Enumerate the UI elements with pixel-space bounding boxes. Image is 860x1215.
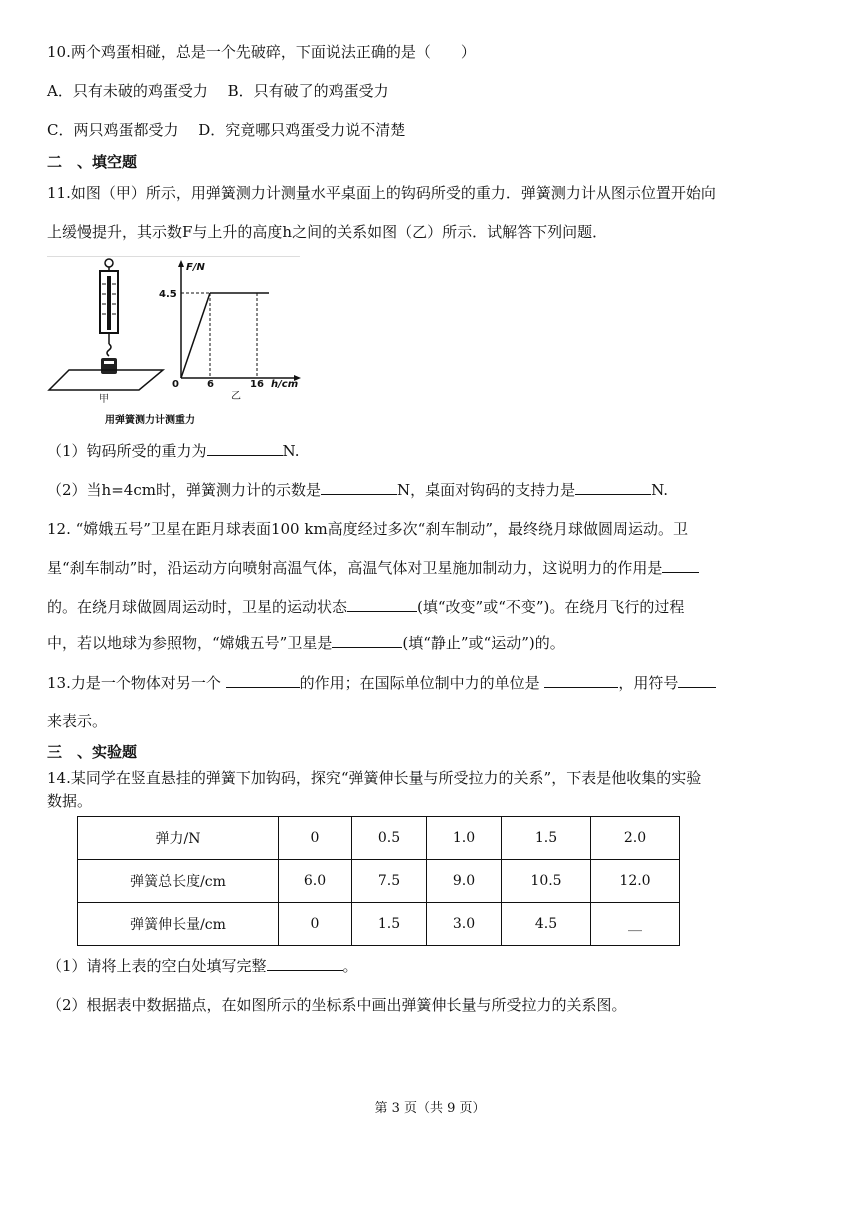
label-yi: 乙	[231, 391, 241, 402]
origin-label: 0	[172, 379, 179, 390]
section-heading-fill-blank: 二 、填空题	[47, 153, 138, 171]
q14-sub-2: （2）根据表中数据描点，在如图所示的坐标系中画出弹簧伸长量与所受拉力的关系图。	[47, 996, 627, 1014]
q13-text-a: 13.力是一个物体对另一个	[47, 674, 226, 692]
q11-sub1-unit: N.	[282, 442, 300, 460]
row-header: 弹簧总长度/cm	[78, 860, 279, 903]
table-cell: 9.0	[427, 860, 502, 903]
x-tick-6: 6	[207, 379, 214, 390]
hook-weight	[101, 358, 117, 374]
q11-line-2: 上缓慢提升，其示数F与上升的高度h之间的关系如图（乙）所示．试解答下列问题．	[47, 223, 608, 241]
q14-line-1: 14.某同学在竖直悬挂的弹簧下加钩码，探究“弹簧伸长量与所受拉力的关系”，下表是他收集的实验	[47, 769, 702, 787]
q10-options-cd: C．两只鸡蛋都受力 D．究竟哪只鸡蛋受力说不清楚	[47, 121, 406, 139]
q11-line-1: 11.如图（甲）所示，用弹簧测力计测量水平桌面上的钩码所受的重力．弹簧测力计从图示位置开始向	[47, 184, 716, 202]
q10-options-ab: A．只有未破的鸡蛋受力 B．只有破了的鸡蛋受力	[47, 82, 389, 100]
q12-line-3	[47, 596, 684, 618]
answer-blank[interactable]	[575, 480, 651, 495]
q13-text-b: 的作用；在国际单位制中力的单位是	[299, 674, 545, 692]
q11-sub2-text: （2）当h=4cm时，弹簧测力计的示数是	[47, 481, 321, 499]
q11-sub-1	[47, 440, 299, 462]
q13-line-1	[47, 672, 716, 694]
table-cell: 1.0	[427, 817, 502, 860]
table-cell: 4.5	[502, 903, 591, 946]
q13-line-2: 来表示。	[47, 712, 108, 730]
page-footer: 第 3 页（共 9 页）	[374, 1101, 486, 1116]
table-cell-blank[interactable]: __	[591, 903, 680, 946]
table-cell: 10.5	[502, 860, 591, 903]
answer-blank[interactable]	[207, 441, 283, 456]
answer-blank[interactable]	[321, 480, 397, 495]
section-heading-experiment: 三 、实验题	[47, 743, 138, 761]
figure-caption: 用弹簧测力计测重力	[105, 415, 195, 426]
row-header: 弹簧伸长量/cm	[78, 903, 279, 946]
x-axis-label: h/cm	[271, 379, 299, 390]
q12-line-2	[47, 557, 699, 579]
q11-sub-2	[47, 479, 668, 501]
q12-line4-text-a: 中，若以地球为参照物，“嫦娥五号”卫星是	[47, 634, 333, 652]
q12-line2-text: 星“刹车制动”时，沿运动方向喷射高温气体，高温气体对卫星施加制动力，这说明力的作用是	[47, 559, 663, 577]
table-cell: 0	[279, 903, 352, 946]
q11-sub1-text: （1）钩码所受的重力为	[47, 442, 207, 460]
answer-blank[interactable]	[347, 597, 417, 612]
table-cell: 7.5	[352, 860, 427, 903]
answer-blank[interactable]	[267, 956, 343, 971]
y-tick-label: 4.5	[159, 289, 177, 300]
q13-text-c: ，用符号	[618, 674, 679, 692]
table-cell: 3.0	[427, 903, 502, 946]
q12-line-1: 12. “嫦娥五号”卫星在距月球表面100 km高度经过多次“刹车制动”，最终绕月球做圆周运动。卫	[47, 520, 689, 538]
spring-data-table	[77, 816, 680, 946]
spring-scale-drawing	[100, 259, 118, 356]
table-cell: 2.0	[591, 817, 680, 860]
spring-scale-figure	[47, 256, 302, 434]
answer-blank[interactable]	[332, 633, 402, 648]
q14-sub1-end: 。	[342, 957, 358, 975]
answer-blank[interactable]	[662, 558, 699, 573]
table-cell: 0	[279, 817, 352, 860]
table-cell: 1.5	[352, 903, 427, 946]
table-cell: 12.0	[591, 860, 680, 903]
table-row	[78, 860, 680, 903]
x-tick-16: 16	[250, 379, 264, 390]
q11-sub2-unit: N.	[651, 481, 669, 499]
q12-line-4	[47, 632, 565, 654]
table-row	[78, 817, 680, 860]
table-cell: 1.5	[502, 817, 591, 860]
force-height-graph	[159, 260, 301, 402]
q14-sub-1	[47, 955, 358, 977]
q11-sub2-mid: N，桌面对钩码的支持力是	[396, 481, 576, 499]
answer-blank[interactable]	[226, 673, 300, 688]
label-jia: 甲	[99, 394, 109, 405]
answer-blank[interactable]	[678, 673, 716, 688]
q14-sub1-text: （1）请将上表的空白处填写完整	[47, 957, 267, 975]
table-row	[78, 903, 680, 946]
table-cell: 0.5	[352, 817, 427, 860]
q14-line-2: 数据。	[47, 792, 93, 810]
q12-line4-text-b: (填“静止”或“运动”)的。	[402, 634, 565, 652]
row-header: 弹力/N	[78, 817, 279, 860]
table-cell: 6.0	[279, 860, 352, 903]
q12-line3-text-a: 的。在绕月球做圆周运动时，卫星的运动状态	[47, 598, 348, 616]
rising-segment	[181, 293, 210, 378]
y-axis-label: F/N	[186, 262, 205, 273]
q10-stem: 10.两个鸡蛋相碰，总是一个先破碎，下面说法正确的是（ ）	[47, 43, 476, 61]
q12-line3-text-b: (填“改变”或“不变”)。在绕月飞行的过程	[417, 598, 685, 616]
answer-blank[interactable]	[544, 673, 618, 688]
